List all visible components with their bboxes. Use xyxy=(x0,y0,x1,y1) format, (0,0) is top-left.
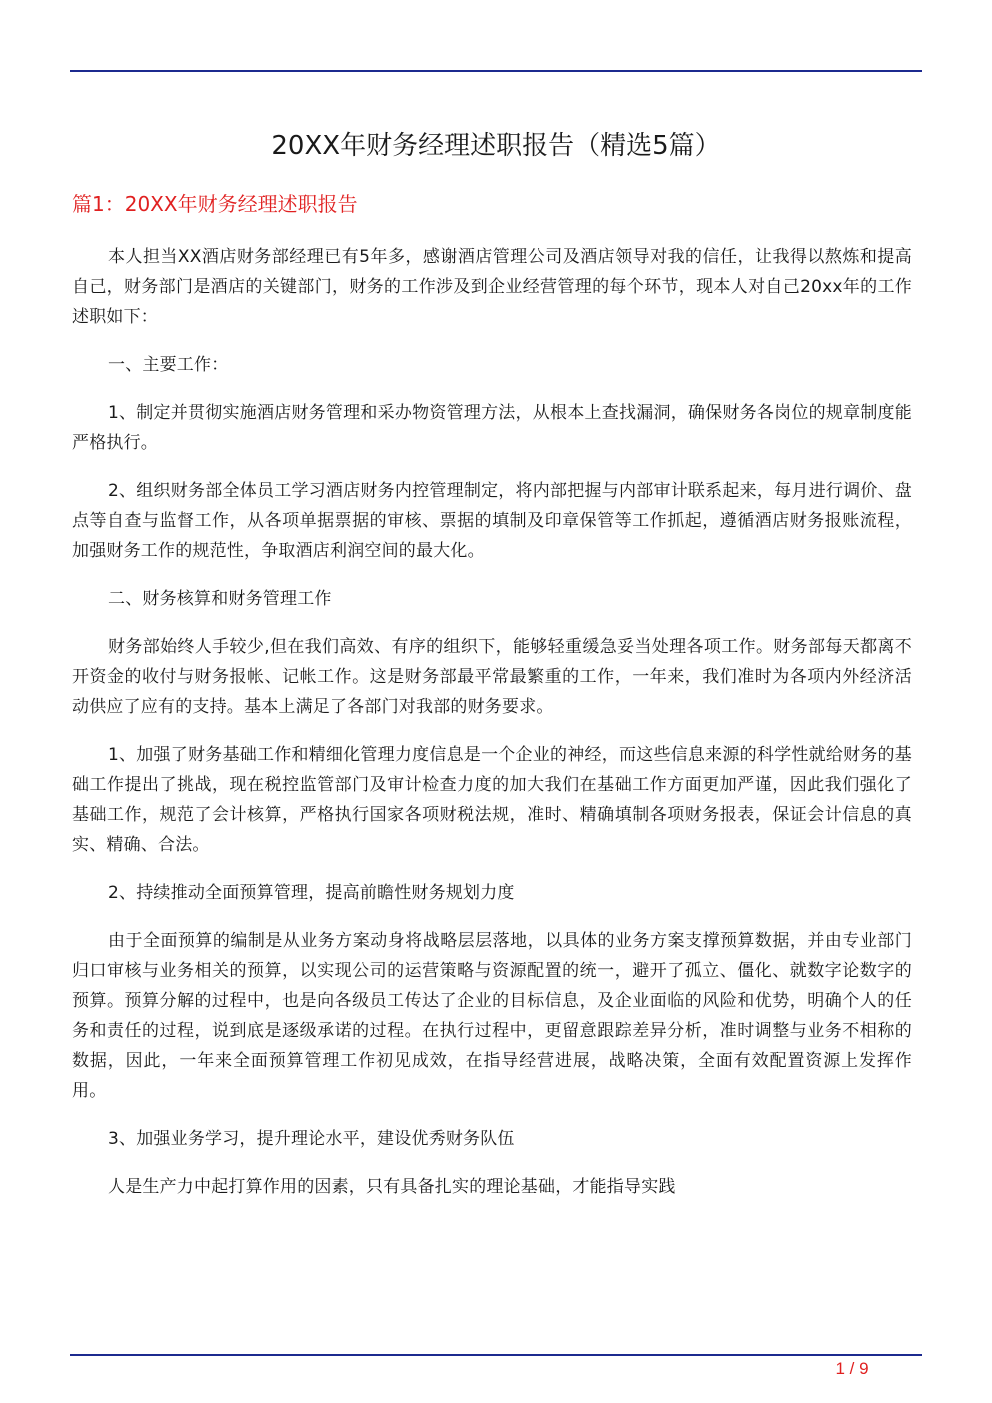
heading-accounting: 二、财务核算和财务管理工作 xyxy=(108,589,332,609)
heading-learning: 3、加强业务学习，提升理论水平，建设优秀财务队伍 xyxy=(108,1129,515,1149)
paragraph-intro: 本人担当XX酒店财务部经理已有5年多，感谢酒店管理公司及酒店领导对我的信任，让我得以熬炼和提高自己，财务部门是酒店的关键部门，财务的工作涉及到企业经营管理的每个环节，现本人对自己20xx年的工作述职如下： xyxy=(72,247,912,327)
paragraph-basic-work: 1、加强了财务基础工作和精细化管理力度信息是一个企业的神经，而这些信息来源的科学性就给财务的基础工作提出了挑战，现在税控监管部门及审计检查力度的加大我们在基础工作方面更加严谨，因此我们强化了基础工作，规范了会计核算，严格执行国家各项财税法规，准时、精确填制各项财务报表，保证会计信息的真实、精确、合法。 xyxy=(72,745,912,855)
paragraph-budget: 由于全面预算的编制是从业务方案动身将战略层层落地，以具体的业务方案支撑预算数据，并由专业部门归口审核与业务相关的预算，以实现公司的运营策略与资源配置的统一，避开了孤立、僵化、就数字论数字的预算。预算分解的过程中，也是向各级员工传达了企业的目标信息，及企业面临的风险和优势，明确个人的任务和责任的过程，说到底是逐级承诺的过程。在执行过程中，更留意跟踪差异分析，准时调整与业务不相称的数据，因此，一年来全面预算管理工作初见成效，在指导经营进展，战略决策，全面有效配置资源上发挥作用。 xyxy=(72,931,912,1101)
page-number: 1 / 9 xyxy=(835,1359,869,1378)
heading-main-work: 一、主要工作： xyxy=(108,355,229,375)
paragraph-learning: 人是生产力中起打算作用的因素，只有具备扎实的理论基础，才能指导实践 xyxy=(108,1177,676,1197)
heading-budget: 2、持续推动全面预算管理，提高前瞻性财务规划力度 xyxy=(108,883,515,903)
paragraph-accounting: 财务部始终人手较少,但在我们高效、有序的组织下，能够轻重缓急妥当处理各项工作。财务部每天都离不开资金的收付与财务报帐、记帐工作。这是财务部最平常最繁重的工作，一年来，我们准时为各项内外经济活动供应了应有的支持。基本上满足了各部门对我部的财务要求。 xyxy=(72,637,912,717)
document-body xyxy=(72,242,912,1220)
document-title: 20XX年财务经理述职报告（精选5篇） xyxy=(271,131,721,161)
paragraph-item-1: 1、制定并贯彻实施酒店财务管理和采办物资管理方法，从根本上查找漏洞，确保财务各岗位的规章制度能严格执行。 xyxy=(72,403,912,453)
section-title: 篇1：20XX年财务经理述职报告 xyxy=(72,192,358,216)
footer-rule xyxy=(70,1354,922,1356)
paragraph-item-2: 2、组织财务部全体员工学习酒店财务内控管理制定，将内部把握与内部审计联系起来，每月进行调价、盘点等自查与监督工作，从各项单据票据的审核、票据的填制及印章保管等工作抓起，遵循酒店财务报账流程，加强财务工作的规范性，争取酒店利润空间的最大化。 xyxy=(72,481,912,561)
header-rule xyxy=(70,70,922,72)
